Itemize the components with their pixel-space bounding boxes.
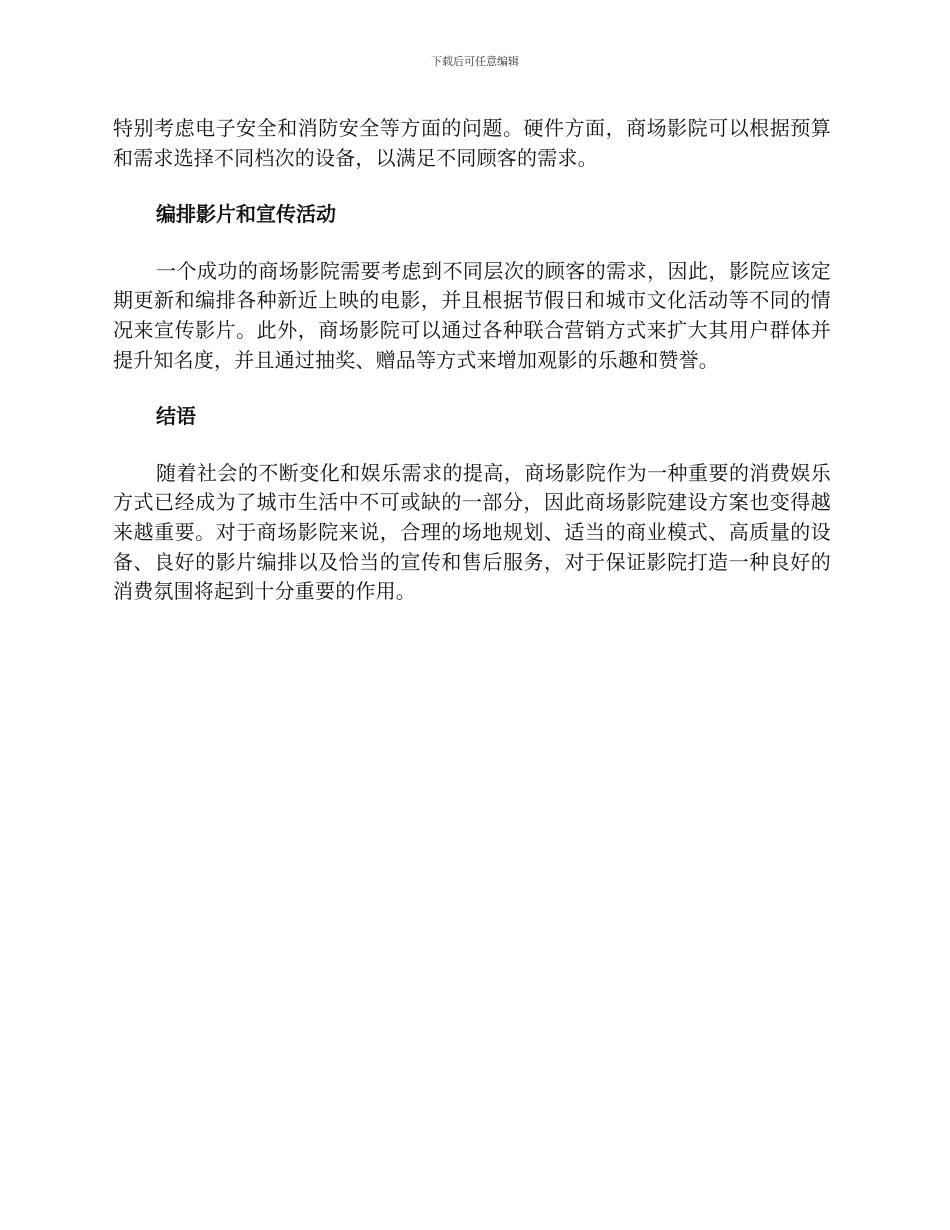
- spacer: [113, 375, 831, 402]
- section-heading-conclusion: 结语: [156, 404, 196, 429]
- document-body: [113, 114, 831, 607]
- spacer: [113, 432, 831, 459]
- paragraph-scheduling: 一个成功的商场影院需要考虑到不同层次的顾客的需求，因此，影院应该定期更新和编排各种新近上映的电影，并且根据节假日和城市文化活动等不同的情况来宣传影片。此外，商场影院可以通过各种联合营销方式来扩大其用户群体并提升知名度，并且通过抽奖、赠品等方式来增加观影的乐趣和赞誉。: [113, 258, 831, 372]
- page-header: 下载后可任意编辑: [431, 55, 519, 68]
- paragraph-conclusion: 随着社会的不断变化和娱乐需求的提高，商场影院作为一种重要的消费娱乐方式已经成为了城市生活中不可或缺的一部分，因此商场影院建设方案也变得越来越重要。对于商场影院来说，合理的场地规划、适当的商业模式、高质量的设备、良好的影片编排以及恰当的宣传和售后服务，对于保证影院打造一种良好的消费氛围将起到十分重要的作用。: [113, 460, 831, 604]
- spacer: [113, 230, 831, 257]
- section-heading-scheduling: 编排影片和宣传活动: [156, 202, 336, 227]
- spacer: [113, 173, 831, 200]
- paragraph-continuation: 特别考虑电子安全和消防安全等方面的问题。硬件方面，商场影院可以根据预算和需求选择不同档次的设备，以满足不同顾客的需求。: [113, 116, 831, 170]
